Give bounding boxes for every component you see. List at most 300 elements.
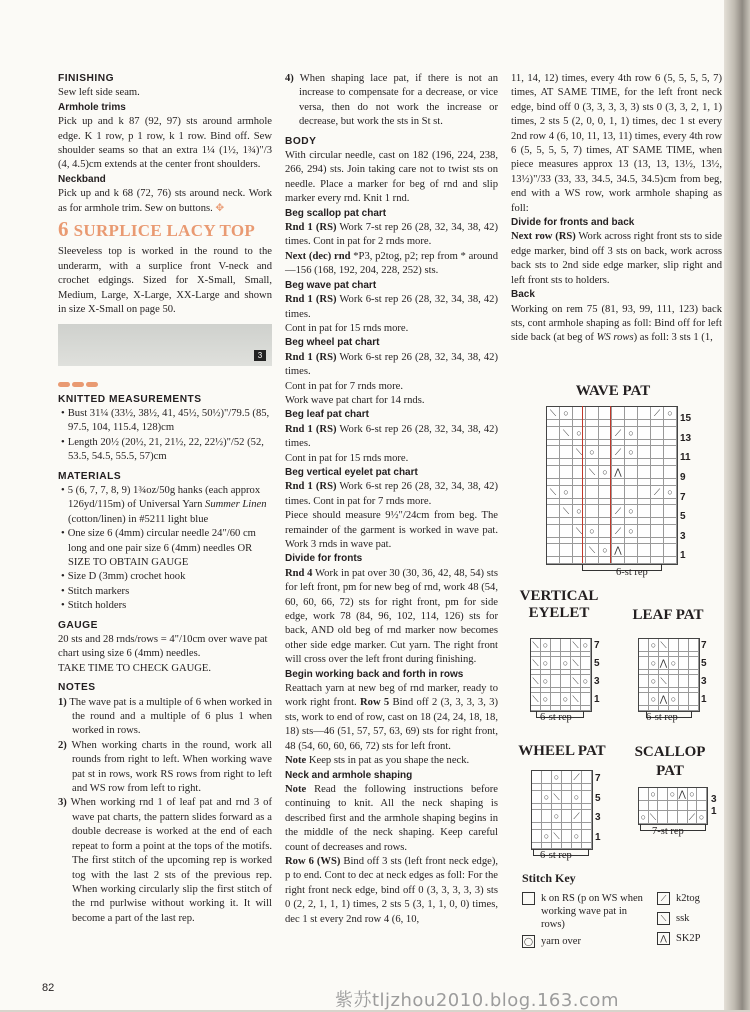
gauge-text: 20 sts and 28 rnds/rows = 4"/10cm over wave pat chart using size 6 (4mm) needles. [58, 634, 268, 660]
chart-cell [560, 544, 573, 557]
chart-cell [582, 830, 592, 843]
row-label: 7 [594, 640, 600, 651]
chart-cell [639, 801, 649, 811]
materials-heading: MATERIALS [58, 470, 122, 482]
chart-cell [639, 657, 649, 670]
chart-cell [638, 479, 651, 486]
chart-cell: ⟍ [531, 693, 541, 706]
chart-cell: ○ [541, 657, 551, 670]
chart-cell [625, 557, 638, 564]
chart-cell [547, 557, 560, 564]
row-label: 15 [680, 413, 692, 424]
chart-cell: ⟋ [651, 486, 664, 499]
wheel-text: Rnd 1 (RS) Work 6-st rep 26 (28, 32, 34, 38, 42) times. [285, 351, 498, 378]
rnd4-text: Rnd 4 Work in pat over 30 (30, 36, 42, 48, 54) sts for left front, pm for new beg of rnd, work 48 (54, 60, 60, 66, 72) sts for right front, pm for side edge, work 78 (84, 96, 102, 114, 126) sts for back, AND old beg of rnd marker now becomes other side edge marker. Cut yarn. The right front will cross over the left front during finishing. [285, 567, 498, 666]
chart-cell: ○ [625, 525, 638, 538]
next-row-text: Next row (RS) Work across right front sts to side edge marker, bind off 3 sts on back, work across back sts to 2nd side edge marker, slip right and left front sts to holders. [511, 231, 722, 286]
chart-cell [532, 810, 542, 823]
chart-cell [625, 466, 638, 479]
knit-icon [522, 892, 535, 905]
body-heading: BODY [285, 135, 317, 147]
chart-cell: ○ [649, 693, 659, 706]
chart-cell [547, 518, 560, 525]
chart-cell [547, 538, 560, 545]
photo-badge: 3 [254, 350, 266, 361]
back-heading: Back [511, 289, 535, 301]
list-item: • Bust 31¼ (33½, 38½, 41, 45½, 50½)"/79.5 (85, 97.5, 104, 115.4, 128)cm [58, 407, 272, 436]
chart-cell [679, 639, 689, 652]
leaf-chart-title: LEAF PAT [632, 607, 704, 623]
chart-cell [547, 466, 560, 479]
chart-cell [612, 440, 625, 447]
chart-cell [573, 499, 586, 506]
chart-cell [573, 440, 586, 447]
chart-cell: ⟍ [552, 791, 562, 804]
chart-cell: ⟍ [571, 639, 581, 652]
chart-cell [625, 407, 638, 420]
chart-cell [651, 525, 664, 538]
chart-cell: ○ [669, 657, 679, 670]
chart-cell [639, 693, 649, 706]
chart-cell [586, 557, 599, 564]
chart-cell [651, 427, 664, 440]
chart-cell [625, 544, 638, 557]
list-item: 2) When working charts in the round, work all rounds from right to left. When working wave pat st in rows, work RS rows from right to left and WS row from left to right. [58, 739, 272, 795]
note-text: Note Keep sts in pat as you shape the neck. [285, 755, 470, 767]
yarn-over-icon: ◯ [522, 935, 535, 948]
divide-fb-heading: Divide for fronts and back [511, 217, 635, 229]
chart-cell [658, 801, 668, 811]
key-k2tog: ⟋ k2tog [657, 892, 700, 905]
chart-cell [547, 427, 560, 440]
chart-cell [664, 420, 677, 427]
chart-cell [651, 518, 664, 525]
scallop-rep-label: 7-st rep [652, 826, 684, 837]
chart-cell [638, 459, 651, 466]
wave-rep-label: 6-st rep [616, 567, 648, 578]
chart-cell [639, 788, 649, 801]
row-label: 1 [680, 550, 686, 562]
vertical-chart-title: VERTICAL EYELET [519, 588, 599, 621]
list-item: • Length 20½ (20½, 21, 21½, 22, 22½)"/52 (52, 53.5, 54.5, 55.5, 57)cm [58, 436, 272, 465]
list-item: • 5 (6, 7, 7, 8, 9) 1¾oz/50g hanks (each approx 126yd/115m) of Universal Yarn Summer Linen (cotton/linen) in #5211 light blue [58, 484, 272, 527]
chart-cell [547, 420, 560, 427]
pattern-number: 6 [58, 217, 69, 242]
chart-cell [560, 499, 573, 506]
chart-cell: ○ [561, 693, 571, 706]
chart-cell [651, 466, 664, 479]
rows-heading: Begin working back and forth in rows [285, 668, 464, 680]
k2tog-icon: ⟋ [657, 892, 670, 905]
chart-cell [532, 830, 542, 843]
end-mark-icon: ✥ [215, 202, 225, 214]
chart-cell [625, 499, 638, 506]
chart-cell [639, 639, 649, 652]
chart-cell [625, 479, 638, 486]
cast-on-text: With circular needle, cast on 182 (196, 224, 238, 266, 294) sts. Join taking care not to twist sts on needle. Place a marker for beg of rnd and slip marker every rnd. Knit 1 rnd. [285, 150, 498, 205]
chart-cell: ○ [697, 811, 707, 824]
chart-cell: ⟍ [571, 693, 581, 706]
chart-cell [560, 420, 573, 427]
chart-cell: ○ [649, 675, 659, 688]
chart-cell [664, 440, 677, 447]
chart-cell [638, 446, 651, 459]
chart-cell [562, 830, 572, 843]
materials-list [58, 484, 272, 614]
chart-cell: ⟍ [573, 446, 586, 459]
chart-cell: ⋀ [612, 466, 625, 479]
chart-cell [560, 479, 573, 486]
chart-cell [573, 420, 586, 427]
chart-cell: ⟋ [612, 446, 625, 459]
chart-cell [664, 479, 677, 486]
chart-cell [638, 525, 651, 538]
chart-cell [586, 459, 599, 466]
chart-cell [651, 479, 664, 486]
chart-cell: ○ [542, 791, 552, 804]
leaf-rep-label: 6-st rep [646, 712, 678, 723]
chart-cell: ○ [573, 427, 586, 440]
chart-cell [547, 525, 560, 538]
wave-text-2: Cont in pat for 15 rnds more. [285, 322, 409, 334]
chart-cell [664, 525, 677, 538]
chart-cell: ○ [625, 427, 638, 440]
chart-cell [551, 657, 561, 670]
chart-cell [586, 479, 599, 486]
row-label: 11 [680, 452, 691, 464]
sk2p-icon: ⋀ [657, 932, 670, 945]
chart-cell: ⋀ [612, 544, 625, 557]
chart-cell [612, 459, 625, 466]
chart-cell [679, 657, 689, 670]
chart-cell [612, 518, 625, 525]
binding-edge [724, 0, 750, 1010]
chart-cell [586, 518, 599, 525]
row-label: 5 [701, 658, 707, 669]
chart-cell [547, 505, 560, 518]
notes-heading: NOTES [58, 682, 96, 694]
measurements-heading: KNITTED MEASUREMENTS [58, 393, 202, 405]
wave-chart [546, 406, 678, 565]
chart-cell: ○ [669, 693, 679, 706]
row-label: 7 [595, 773, 601, 784]
chart-cell: ○ [664, 407, 677, 420]
chart-cell: ○ [649, 657, 659, 670]
wave-heading: Beg wave pat chart [285, 279, 377, 291]
wheel-heading: Beg wheel pat chart [285, 337, 380, 349]
chart-cell: ⟍ [552, 830, 562, 843]
chart-cell [581, 657, 591, 670]
chart-cell [689, 675, 699, 688]
row-label: 1 [711, 806, 717, 817]
chart-cell [664, 518, 677, 525]
chart-cell [668, 811, 678, 824]
chart-cell [697, 801, 707, 811]
chart-cell [651, 544, 664, 557]
chart-cell [547, 499, 560, 506]
chart-cell [638, 466, 651, 479]
chart-cell [638, 486, 651, 499]
chart-cell [573, 466, 586, 479]
chart-cell [561, 639, 571, 652]
chart-cell: ○ [561, 657, 571, 670]
chart-cell [547, 479, 560, 486]
chart-cell [638, 544, 651, 557]
chart-cell: ⟍ [531, 675, 541, 688]
chart-cell [551, 675, 561, 688]
chart-cell: ○ [639, 811, 649, 824]
neckband-body: Pick up and k 68 (72, 76) sts around neck. Work as for armhole trim. Sew on buttons. [58, 188, 272, 214]
chart-cell [586, 440, 599, 447]
chart-cell: ○ [599, 544, 612, 557]
row-label: 9 [680, 471, 686, 483]
chart-cell [612, 486, 625, 499]
chart-cell: ○ [649, 788, 659, 801]
chart-cell [638, 420, 651, 427]
chart-cell: ○ [541, 639, 551, 652]
key-knit: k on RS (p on WS when working wave pat in rows) [522, 892, 652, 931]
chart-cell [612, 420, 625, 427]
chart-cell [638, 407, 651, 420]
pattern-intro: Sleeveless top is worked in the round to the underarm, with a surplice front V-neck and crochet edgings. Sized for X-Small, Small, Medium, Large, X-Large, XX-Large and shown in size X-Small on page 50. [58, 246, 272, 316]
chart-cell [560, 466, 573, 479]
chart-cell [658, 811, 668, 824]
chart-cell: ⟍ [560, 427, 573, 440]
chart-cell [689, 693, 699, 706]
chart-cell: ⟋ [572, 771, 582, 784]
chart-cell [551, 693, 561, 706]
chart-cell [664, 538, 677, 545]
chart-cell [547, 544, 560, 557]
chart-cell: ○ [560, 486, 573, 499]
wheel-rep-label: 6-st rep [540, 850, 572, 861]
column-3 [511, 72, 722, 346]
chart-cell: ○ [586, 525, 599, 538]
chart-cell [651, 499, 664, 506]
chart-cell [664, 499, 677, 506]
armhole-trims-heading: Armhole trims [58, 101, 126, 113]
chart-cell [573, 518, 586, 525]
chart-cell [586, 420, 599, 427]
vertical-text: Rnd 1 (RS) Work 6-st rep 26 (28, 32, 34, 38, 42) times. Cont in pat for 7 rnds more. [285, 481, 498, 507]
chart-cell [664, 505, 677, 518]
photo-strip [58, 324, 272, 366]
chart-cell: ○ [599, 466, 612, 479]
chart-cell [612, 407, 625, 420]
chart-cell [649, 801, 659, 811]
chart-cell [669, 639, 679, 652]
chart-cell [586, 486, 599, 499]
chart-cell [560, 446, 573, 459]
chart-cell: ⟍ [586, 466, 599, 479]
chart-cell: ○ [586, 446, 599, 459]
chart-cell: ○ [542, 830, 552, 843]
chart-cell [582, 791, 592, 804]
chart-cell [638, 518, 651, 525]
chart-cell [542, 810, 552, 823]
chart-cell [664, 557, 677, 564]
chart-cell [664, 544, 677, 557]
row-label: 5 [680, 511, 686, 523]
chart-cell: ○ [625, 446, 638, 459]
chart-cell [625, 440, 638, 447]
row-label: 3 [701, 676, 707, 687]
leaf-chart [638, 638, 700, 712]
wave-chart-title: WAVE PAT [575, 383, 651, 399]
chart-cell [547, 446, 560, 459]
chart-cell [638, 505, 651, 518]
chart-cell [638, 499, 651, 506]
chart-cell [542, 771, 552, 784]
chart-cell [625, 459, 638, 466]
chart-cell [560, 525, 573, 538]
measurements-list [58, 407, 272, 465]
list-item: • Stitch holders [58, 599, 272, 613]
chart-cell [612, 538, 625, 545]
neckband-heading: Neckband [58, 173, 106, 185]
scallop-text: Rnd 1 (RS) Work 7-st rep 26 (28, 32, 34, 38, 42) times. Cont in pat for 2 rnds more. [285, 222, 498, 248]
list-item: • One size 6 (4mm) circular needle 24"/60 cm long and one pair size 6 (4mm) needles OR SIZE TO OBTAIN GAUGE [58, 527, 272, 570]
chart-cell [582, 810, 592, 823]
row6-text: Row 6 (WS) Bind off 3 sts (left front neck edge), p to end. Cont to dec at neck edges as foll: For the right front neck edge, bind off 0 (3, 3, 3, 3, 3) sts 0 (2, 2, 1, 1, 1) times, 2 sts 5 (3, 1, 1, 0, 0) times, dec 1 st every 2nd row 4 (6, 10, [285, 855, 498, 925]
chart-cell [689, 639, 699, 652]
wheel-text-3: Work wave pat chart for 14 rnds. [285, 394, 425, 406]
chart-cell [573, 538, 586, 545]
key-ssk: ⟍ ssk [657, 912, 689, 925]
wave-text: Rnd 1 (RS) Work 6-st rep 26 (28, 32, 34, 38, 42) times. [285, 294, 498, 320]
list-item: 4) When shaping lace pat, if there is not an increase to compensate for a decrease, or vice versa, then do not work the increase or decrease, but work the sts in St st. [285, 73, 498, 128]
chart-cell [547, 459, 560, 466]
chart-cell [573, 486, 586, 499]
scallop-chart [638, 787, 708, 825]
chart-cell [658, 788, 668, 801]
chart-cell: ⟍ [560, 505, 573, 518]
difficulty-icon [58, 378, 272, 385]
chart-cell [586, 538, 599, 545]
wheel-chart [531, 770, 593, 850]
row-label: 3 [680, 530, 686, 542]
chart-cell [560, 459, 573, 466]
leaf-heading: Beg leaf pat chart [285, 409, 369, 421]
chart-cell [586, 407, 599, 420]
neckband-text [58, 187, 272, 216]
chart-cell [573, 544, 586, 557]
chart-cell [560, 440, 573, 447]
wheel-chart-title: WHEEL PAT [518, 743, 606, 759]
list-item: 1) The wave pat is a multiple of 6 when worked in the round and a multiple of 6 plus 1 when worked in rows. [58, 696, 272, 737]
chart-cell [651, 538, 664, 545]
chart-cell: ○ [664, 486, 677, 499]
neck-heading: Neck and armhole shaping [285, 769, 413, 781]
chart-cell: ⟍ [547, 486, 560, 499]
chart-cell [689, 657, 699, 670]
chart-cell [612, 479, 625, 486]
chart-cell [625, 420, 638, 427]
row-label: 3 [594, 676, 600, 687]
next-dec-text: Next (dec) rnd *P3, p2tog, p2; rep from * around—156 (168, 192, 204, 228, 252) sts. [285, 250, 499, 277]
chart-cell [532, 791, 542, 804]
chart-cell [560, 538, 573, 545]
chart-cell: ⟋ [612, 525, 625, 538]
chart-cell [664, 427, 677, 440]
chart-cell: ⟋ [612, 505, 625, 518]
chart-cell [664, 459, 677, 466]
chart-cell [573, 479, 586, 486]
chart-cell: ○ [560, 407, 573, 420]
neck-text: Note Read the following instructions before continuing to knit. All the neck shaping is described first and the armhole shaping begins in the middle of the neck shaping. Keep careful count of decreases and rows. [285, 783, 498, 853]
chart-cell: ⟍ [659, 639, 669, 652]
back-text: Working on rem 75 (81, 93, 99, 111, 123) back sts, cont armhole shaping as foll: Bind off for left side back (at beg of WS rows) as foll: 3 sts 1 (1, [511, 303, 722, 344]
rows-text: Reattach yarn at new beg of rnd marker, ready to work right front. Row 5 Bind off 2 (3, 3, 3, 3, 3) sts, work to end of row, cast on 18 (24, 24, 18, 18, 18) sts—46 (51, 57, 57, 63, 69) sts for right front, 48 (54, 60, 60, 66, 72) sts for left front. [285, 683, 498, 752]
chart-cell: ○ [581, 639, 591, 652]
vertical-rep-label: 6-st rep [540, 712, 572, 723]
chart-cell [586, 505, 599, 518]
chart-cell: ○ [573, 505, 586, 518]
chart-cell: ○ [552, 810, 562, 823]
chart-cell: ○ [541, 675, 551, 688]
chart-cell: ⟍ [531, 657, 541, 670]
scallop-heading: Beg scallop pat chart [285, 207, 387, 219]
chart-cell [638, 557, 651, 564]
chart-cell: ⟍ [586, 544, 599, 557]
row-label: 1 [701, 694, 707, 705]
column-1 [58, 72, 272, 926]
chart-cell [562, 791, 572, 804]
chart-cell: ⟋ [612, 427, 625, 440]
list-item: • Size D (3mm) crochet hook [58, 570, 272, 584]
chart-cell [678, 801, 688, 811]
chart-cell [586, 427, 599, 440]
chart-cell: ○ [541, 693, 551, 706]
chart-cell: ⟍ [547, 407, 560, 420]
chart-cell: ○ [688, 788, 698, 801]
row-label: 7 [680, 491, 686, 503]
chart-cell [573, 407, 586, 420]
leaf-text-2: Cont in pat for 15 rnds more. [285, 452, 409, 464]
chart-cell: ○ [572, 791, 582, 804]
chart-cell [612, 499, 625, 506]
pattern-title [58, 217, 272, 242]
chart-cell [651, 440, 664, 447]
chart-cell: ⟍ [649, 811, 659, 824]
vertical-heading: Beg vertical eyelet pat chart [285, 466, 418, 478]
chart-cell [547, 440, 560, 447]
row-label: 7 [701, 640, 707, 651]
chart-cell: ○ [668, 788, 678, 801]
chart-cell: ⟋ [572, 810, 582, 823]
chart-cell [560, 518, 573, 525]
wheel-text-2: Cont in pat for 7 rnds more. [285, 380, 403, 392]
chart-cell: ⋀ [659, 694, 668, 704]
chart-cell [562, 771, 572, 784]
key-sk2p: ⋀ SK2P [657, 932, 701, 945]
chart-cell: ○ [625, 505, 638, 518]
chart-cell [560, 557, 573, 564]
watermark: 紫苏tljzhou2010.blog.163.com [335, 990, 619, 1011]
chart-cell: ⋀ [659, 658, 668, 668]
chart-cell [562, 810, 572, 823]
stitch-key-title: Stitch Key [522, 871, 576, 885]
ssk-icon: ⟍ [657, 912, 670, 925]
chart-cell: ○ [572, 830, 582, 843]
column-2 [285, 72, 498, 927]
chart-cell: ⟋ [688, 811, 698, 824]
chart-cell [664, 466, 677, 479]
pattern-name: SURPLICE LACY TOP [73, 221, 256, 241]
chart-cell [679, 693, 689, 706]
chart-cell [639, 675, 649, 688]
chart-cell [651, 505, 664, 518]
